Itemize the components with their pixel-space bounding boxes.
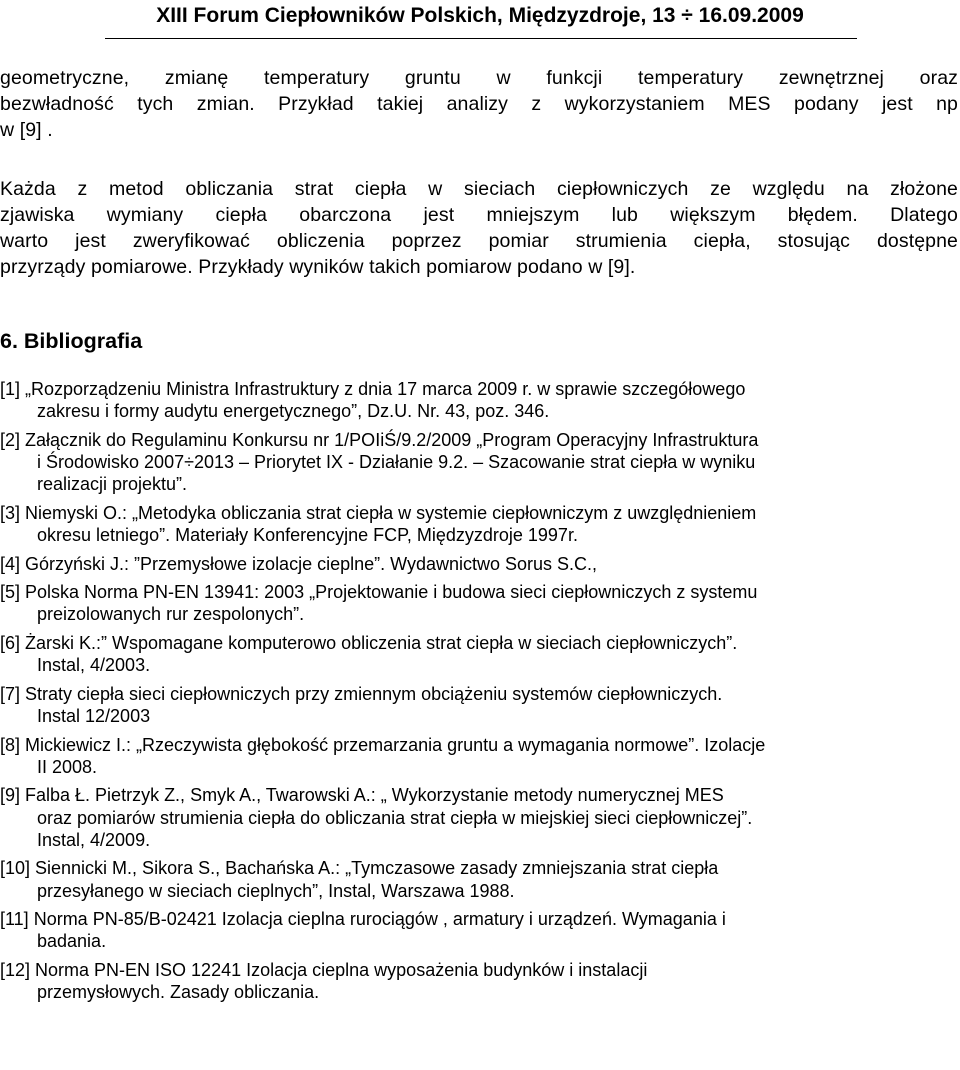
reference-item xyxy=(0,553,960,575)
reference-item xyxy=(0,734,960,778)
text-line: bezwładność tych zmian. Przykład takiej analizy z wykorzystaniem MES podany jest np xyxy=(0,93,958,115)
text-line: przyrządy pomiarowe. Przykłady wyników takich pomiarow podano w [9]. xyxy=(0,256,636,278)
reference-line: Instal, 4/2003. xyxy=(37,655,151,676)
text-line: warto jest zweryfikować obliczenia poprzez pomiar strumienia ciepła, stosując dostępne xyxy=(0,230,958,252)
reference-item xyxy=(0,378,960,422)
reference-item xyxy=(0,959,960,1003)
header-divider xyxy=(105,38,857,39)
reference-line: realizacji projektu”. xyxy=(37,474,188,495)
reference-line: [7] Straty ciepła sieci ciepłowniczych przy zmiennym obciążeniu systemów ciepłowniczych. xyxy=(0,683,723,704)
reference-line: przemysłowych. Zasady obliczania. xyxy=(37,982,320,1003)
section-heading: 6. Bibliografia xyxy=(0,329,143,353)
reference-line: zakresu i formy audytu energetycznego”, Dz.U. Nr. 43, poz. 346. xyxy=(37,401,550,422)
reference-line: przesyłanego w sieciach cieplnych”, Instal, Warszawa 1988. xyxy=(37,880,515,901)
reference-item xyxy=(0,908,960,952)
reference-line: [10] Siennicki M., Sikora S., Bachańska A.: „Tymczasowe zasady zmniejszania strat ciepła xyxy=(0,858,719,879)
header-title: XIII Forum Ciepłowników Polskich, Międzyzdroje, 13 ÷ 16.09.2009 xyxy=(156,4,804,27)
paragraph-1 xyxy=(0,65,958,143)
reference-line: oraz pomiarów strumienia ciepła do obliczania strat ciepła w miejskiej sieci ciepłowniczej”. xyxy=(37,807,753,828)
reference-line: [11] Norma PN-85/B-02421 Izolacja cieplna rurociągów , armatury i urządzeń. Wymagania i xyxy=(0,909,726,930)
text-line: zjawiska wymiany ciepła obarczona jest mniejszym lub większym błędem. Dlatego xyxy=(0,204,958,226)
reference-line: [2] Załącznik do Regulaminu Konkursu nr 1/POIiŚ/9.2/2009 „Program Operacyjny Infrastruktura xyxy=(0,429,759,450)
reference-item xyxy=(0,683,960,727)
reference-line: [8] Mickiewicz I.: „Rzeczywista głębokość przemarzania gruntu a wymagania normowe”. Izolacje xyxy=(0,734,766,755)
text-line: Każda z metod obliczania strat ciepła w sieciach ciepłowniczych ze względu na złożone xyxy=(0,178,958,200)
text-line: geometryczne, zmianę temperatury gruntu w funkcji temperatury zewnętrznej oraz xyxy=(0,67,958,89)
reference-item xyxy=(0,857,960,901)
page-header xyxy=(0,4,960,28)
reference-item xyxy=(0,784,960,851)
reference-line: i Środowisko 2007÷2013 – Priorytet IX - Działanie 9.2. – Szacowanie strat ciepła w wyniku xyxy=(37,452,756,472)
reference-line: II 2008. xyxy=(37,756,98,777)
reference-line: preizolowanych rur zespolonych”. xyxy=(37,604,305,625)
reference-line: [3] Niemyski O.: „Metodyka obliczania strat ciepła w systemie ciepłowniczym z uwzględnieniem xyxy=(0,502,757,523)
reference-line: Instal, 4/2009. xyxy=(37,829,151,850)
reference-line: [1] „Rozporządzeniu Ministra Infrastruktury z dnia 17 marca 2009 r. w sprawie szczegółowego xyxy=(0,379,746,399)
reference-item xyxy=(0,581,960,625)
reference-item xyxy=(0,632,960,676)
reference-line: badania. xyxy=(37,931,107,952)
reference-line: [4] Górzyński J.: ”Przemysłowe izolacje cieplne”. Wydawnictwo Sorus S.C., xyxy=(0,553,598,574)
text-line: w [9] . xyxy=(0,119,53,141)
reference-line: [5] Polska Norma PN-EN 13941: 2003 „Projektowanie i budowa sieci ciepłowniczych z systemu xyxy=(0,582,758,603)
reference-line: Instal 12/2003 xyxy=(37,705,151,726)
bibliography-list xyxy=(0,378,960,1010)
reference-line: okresu letniego”. Materiały Konferencyjne FCP, Międzyzdroje 1997r. xyxy=(37,525,578,545)
paragraph-2 xyxy=(0,176,958,280)
reference-line: [9] Falba Ł. Pietrzyk Z., Smyk A., Twarowski A.: „ Wykorzystanie metody numerycznej MES xyxy=(0,785,724,806)
reference-line: [6] Żarski K.:” Wspomagane komputerowo obliczenia strat ciepła w sieciach ciepłowniczych”. xyxy=(0,632,738,653)
reference-item xyxy=(0,429,960,496)
reference-line: [12] Norma PN-EN ISO 12241 Izolacja cieplna wyposażenia budynków i instalacji xyxy=(0,959,648,980)
reference-item xyxy=(0,502,960,546)
